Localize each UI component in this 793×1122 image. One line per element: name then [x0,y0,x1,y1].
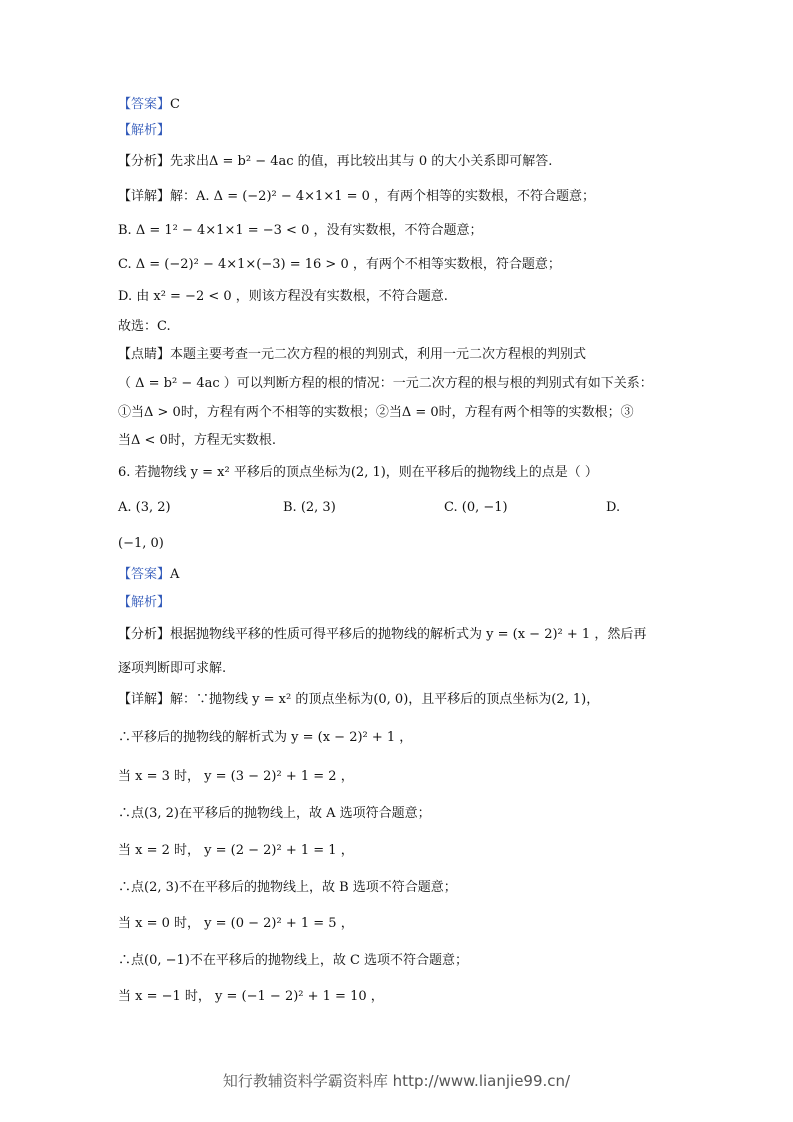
section-tag: 【答案】 [118,567,171,582]
answer-line [118,96,180,114]
line-text: 当 x = 3 时， y = (3 − 2)² + 1 = 2 ， [118,769,354,784]
line-text: 解：A. Δ = (−2)² − 4×1×1 = 0 ，有两个相等的实数根，不符合题意； [170,189,596,204]
line-text: ∴平移后的抛物线的解析式为 y = (x − 2)² + 1 ， [118,730,413,745]
choice-line [118,318,171,336]
footer-watermark: 知行教辅资料学霸资料库 http://www.lianjie99.cn/ [222,1072,571,1090]
line-text: A [170,567,180,582]
comment-line [118,432,276,450]
detail-line [118,768,354,786]
line-text: ∴点(3, 2)在平移后的抛物线上，故 A 选项符合题意； [118,806,431,821]
detail-line [118,222,482,240]
line-text: 逐项判断即可求解. [118,661,227,676]
comment-line [118,404,634,422]
line-text: C. Δ = (−2)² − 4×1×(−3) = 16 > 0 ，有两个不相等实数根，符合题意； [118,257,561,272]
section-tag: 【详解】 [118,189,171,204]
option-b: B. (2, 3) [283,500,336,515]
question-6 [118,464,598,482]
detail-line [118,729,412,747]
detail-line [118,952,468,970]
analysis-heading [118,122,170,140]
line-text: （ Δ = b² − 4ac ）可以判断方程的根的情况：一元二次方程的根与根的判别式有如下关系： [118,376,653,391]
detail-line [118,988,384,1006]
line-text: 当 x = 2 时， y = (2 − 2)² + 1 = 1 ， [118,843,354,858]
line-text: ∴点(2, 3)不在平移后的抛物线上，故 B 选项不符合题意； [118,880,457,895]
option-c: C. (0, −1) [444,500,508,515]
detail-line [118,915,354,933]
line-text: D. 由 x² = −2 < 0 ，则该方程没有实数根，不符合题意. [118,289,448,304]
option-d-value: (−1, 0) [118,536,164,551]
analysis-heading [118,594,170,612]
line-text: 解：∵抛物线 y = x² 的顶点坐标为(0, 0)，且平移后的顶点坐标为(2, 1)， [170,692,600,707]
line-text: ①当Δ > 0时，方程有两个不相等的实数根；②当Δ = 0时，方程有两个相等的实数根；③ [118,405,634,420]
detail-line [118,805,431,823]
line-text: 本题主要考查一元二次方程的根的判别式，利用一元二次方程根的判别式 [170,347,587,362]
option-d: D. [606,500,621,515]
line-text: 当 x = 0 时， y = (0 − 2)² + 1 = 5 ， [118,916,354,931]
line-text: 根据抛物线平移的性质可得平移后的抛物线的解析式为 y = (x − 2)² + 1 ，然后再 [170,627,647,642]
comment-line [118,346,586,364]
comment-line [118,375,653,393]
section-tag: 【分析】 [118,627,171,642]
section-tag: 【解析】 [118,595,171,610]
line-text: 当 x = −1 时， y = (−1 − 2)² + 1 = 10 ， [118,989,384,1004]
detail-line [118,879,457,897]
section-tag: 【详解】 [118,692,171,707]
detail-line [118,256,561,274]
line-text: 当Δ < 0时，方程无实数根. [118,433,276,448]
line-text: 先求出Δ = b² − 4ac 的值，再比较出其与 0 的大小关系即可解答. [170,154,553,169]
line-text: C [170,97,180,112]
analysis-line [118,153,552,171]
section-tag: 【解析】 [118,123,171,138]
line-text: B. Δ = 1² − 4×1×1 = −3 < 0 ，没有实数根，不符合题意； [118,223,483,238]
analysis-line [118,660,226,678]
section-tag: 【答案】 [118,97,171,112]
line-text: 6. 若抛物线 y = x² 平移后的顶点坐标为(2, 1)，则在平移后的抛物线上的点是（ ） [118,465,598,480]
detail-line [118,842,354,860]
section-tag: 【点睛】 [118,347,171,362]
analysis-line [118,626,646,644]
detail-line [118,691,599,709]
answer-line [118,566,179,584]
detail-line [118,188,595,206]
detail-line [118,288,448,306]
option-a: A. (3, 2) [118,500,171,515]
section-tag: 【分析】 [118,154,171,169]
line-text: 故选：C. [118,319,171,334]
line-text: ∴点(0, −1)不在平移后的抛物线上，故 C 选项不符合题意； [118,953,469,968]
